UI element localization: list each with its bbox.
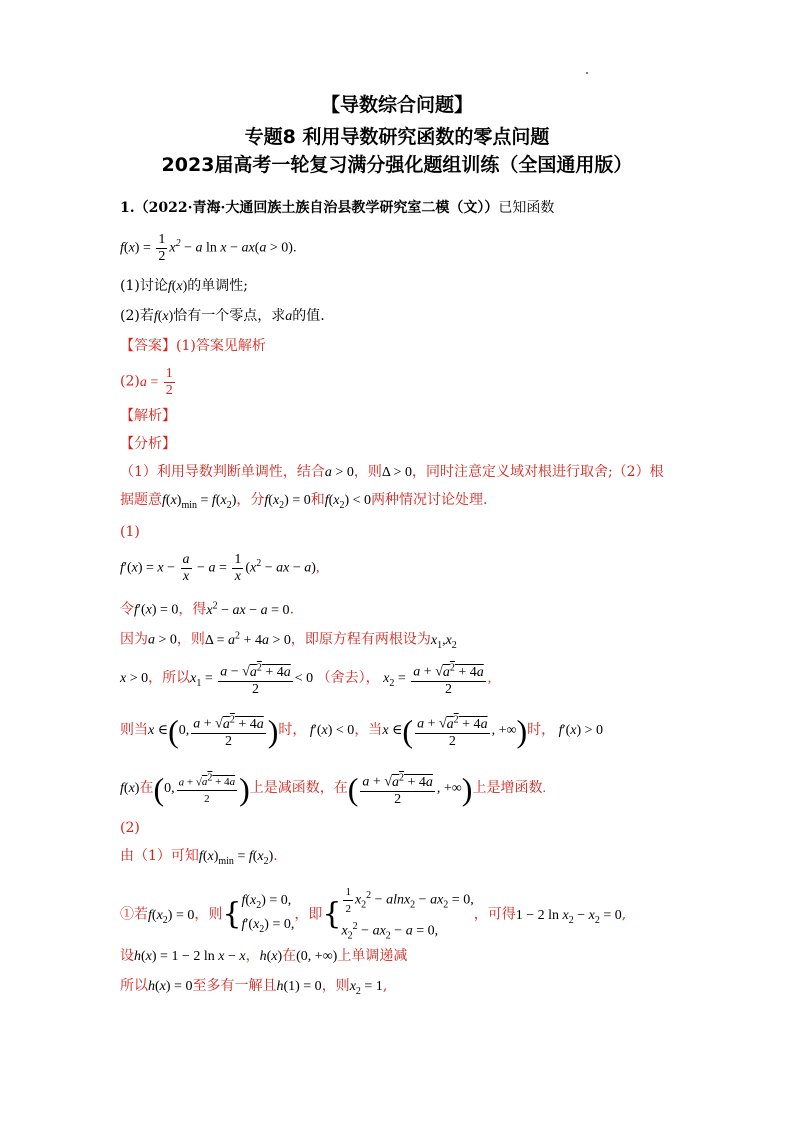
- monotonic-conclusion: f(x)在(0, $\frac{a + √a^2 + 4a}{2}$ )上是减函数，在( $\frac{a + √a^2 + 4a}{2}$ , +∞)上是增函数.: [120, 770, 546, 807]
- unique-solution-line: 所以h(x) = 0至多有一解且h(1) = 0，则$x_2 = 1$,: [120, 978, 388, 997]
- problem-part-1: (1)讨论f(x)的单调性;: [120, 278, 249, 294]
- solution-part-2-label: (2): [120, 820, 140, 836]
- analysis-line-1: （1）利用导数判断单调性，结合a > 0，则Δ > 0，同时注意定义域对根进行取舍;（2）根: [120, 464, 664, 480]
- page-title-topic: 专题8 利用导数研究函数的零点问题: [244, 126, 550, 148]
- answer-part-1: 【答案】(1)答案见解析: [120, 338, 266, 354]
- minimum-line: 由（1）可知$f(x)_{min} = f(x_2)$.: [120, 848, 278, 867]
- derivative-formula: f′(x) = x − $\frac{a}{x}$ − a = $\frac{1}{x}$ ($x^2$ − ax − a),: [120, 552, 320, 584]
- roots-line: x > 0，所以$x_1$ = $\frac{a - √a^2 + 4a}{2}$ < 0 （舍去）， $x_2$ = $\frac{a + √a^2 + 4a}{2}$ ,: [120, 662, 492, 697]
- monotonic-intervals: 则当x ∈(0, $\frac{a + √a^2 + 4a}{2}$ )时， f′(x) < 0，当x ∈( $\frac{a + √a^2 + 4a}{2}$ , +∞)时， f′(x) > 0: [120, 712, 604, 749]
- function-definition: f(x) = $\frac{1}{2}$ $x^2 - a$ ln x − ax(a > 0).: [120, 232, 297, 264]
- page-title-category: 【导数综合问题】: [320, 94, 473, 116]
- stray-dot: [586, 72, 588, 74]
- problem-part-2: (2)若f(x)恰有一个零点，求a的值.: [120, 308, 325, 324]
- derivative-zero: 令f′(x) = 0，得$x^2$ − ax − a = 0.: [120, 600, 295, 618]
- problem-source: （2022·青海·大通回族土族自治县教学研究室二模（文））: [134, 200, 499, 216]
- solution-label: 【解析】: [120, 408, 176, 424]
- problem-header: 1.（2022·青海·大通回族土族自治县教学研究室二模（文））已知函数: [120, 200, 555, 216]
- solution-part-1-label: (1): [120, 524, 140, 540]
- answer-label: 【答案】: [120, 338, 176, 354]
- discriminant-line: 因为a > 0，则$\Delta = a^2 + 4a > 0$，即原方程有两根设为$x_1,x_2$: [120, 630, 457, 651]
- analysis-line-2: 据题意$f(x)_{min} = f(x_2)$，分$f(x_2) = 0$和$f(x_2) < 0$两种情况讨论处理.: [120, 492, 488, 511]
- answer-part-2: (2)a = $\frac{1}{2}$: [120, 366, 173, 398]
- page-title-series: 2023届高考一轮复习满分强化题组训练（全国通用版）: [161, 154, 633, 176]
- case-one-line: ①若$f(x_2) = 0$，则{ $f(x_2) = 0$, $f'(x_2) = 0$, ，即{ $\frac{1}{2}$ $x_2^2 - alnx_2 - ax_2 = 0$, $x_2^2 - ax_2 - a = 0$, ，可得1 − 2 $\ln x_2 - x_2 = 0$,: [120, 886, 627, 942]
- h-definition: 设h(x) = 1 − 2 ln x − x，h(x)在(0, +∞)上单调递减: [120, 948, 408, 964]
- analysis-label: 【分析】: [120, 436, 176, 452]
